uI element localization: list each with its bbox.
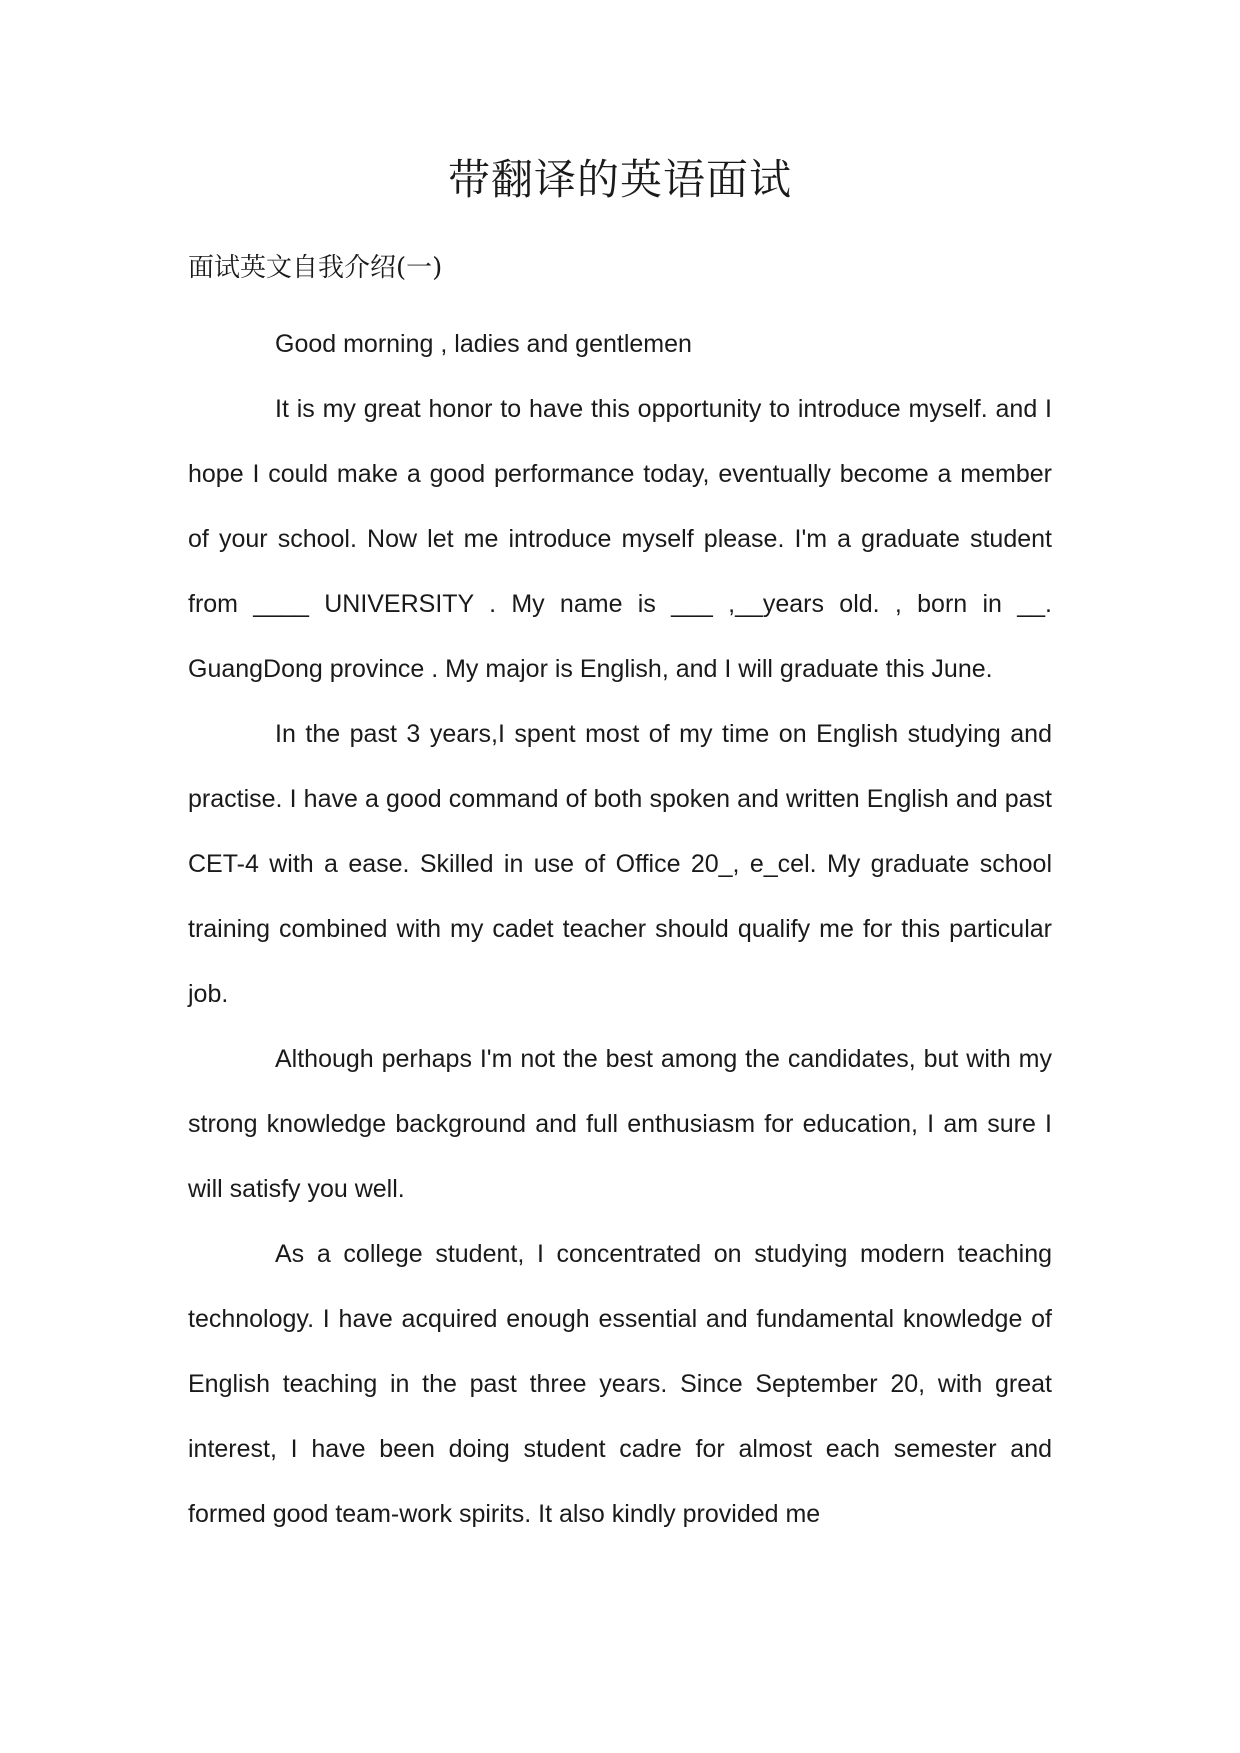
document-body [188, 312, 1052, 1547]
paragraph-studies: In the past 3 years,I spent most of my time on English studying and practise. I have a good command of both spoken and written English and past CET-4 with a ease. Skilled in use of Office 20_, e_cel. My graduate school training combined with my cadet teacher should qualify me for this particular job. [188, 720, 1052, 1008]
section-heading: 面试英文自我介绍(一) [188, 253, 443, 283]
paragraph-introduction: It is my great honor to have this opportunity to introduce myself. and I hope I could make a good performance today, eventually become a member of your school. Now let me introduce myself please. I'm a graduate student from ____ UNIVERSITY . My name is ___ ,__years old. , born in __. GuangDong province . My major is English, and I will graduate this June. [188, 395, 1052, 683]
paragraph-college-experience: As a college student, I concentrated on studying modern teaching technology. I have acquired enough essential and fundamental knowledge of English teaching in the past three years. Since September 20, with great interest, I have been doing student cadre for almost each semester and formed good team-work spirits. It also kindly provided me [188, 1240, 1052, 1528]
document-title: 带翻译的英语面试 [447, 155, 792, 204]
paragraph-greeting: Good morning , ladies and gentlemen [275, 330, 692, 358]
paragraph-candidacy: Although perhaps I'm not the best among the candidates, but with my strong knowledge background and full enthusiasm for education, I am sure I will satisfy you well. [188, 1045, 1052, 1203]
